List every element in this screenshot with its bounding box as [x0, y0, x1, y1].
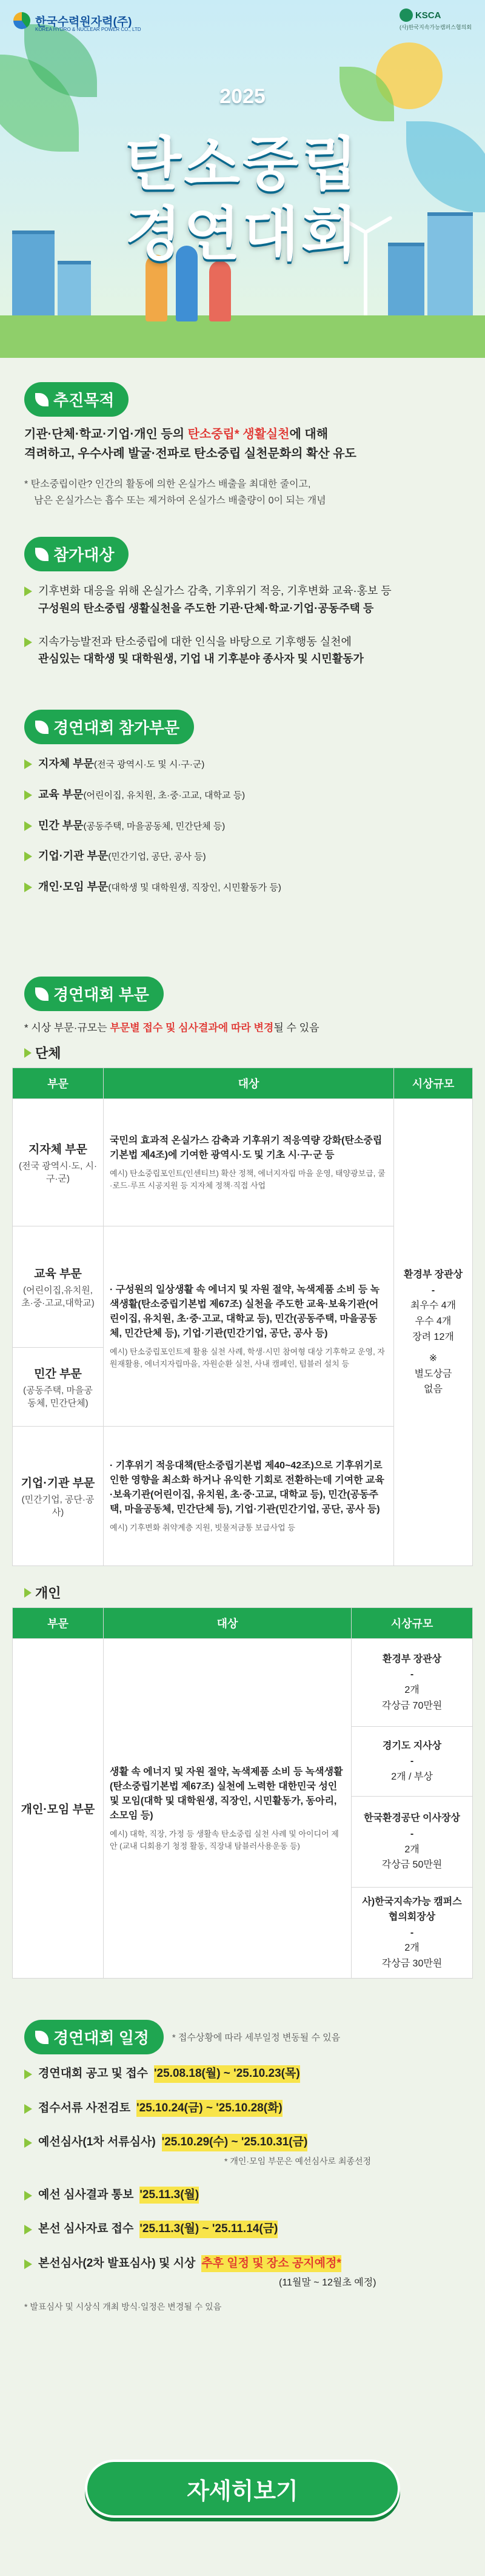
- details-button[interactable]: 자세히보기: [85, 2460, 400, 2518]
- award-cell: 사)한국지속가능 캠퍼스협의회장상 - 2개 각상금 30만원: [352, 1888, 473, 1979]
- bullet-icon: [24, 759, 32, 769]
- list-item: 기후변화 대응을 위해 온실가스 감축, 기후위기 적응, 기후변화 교육·홍보 등 구성원의 탄소중립 생활실천을 주도한 기관·단체·학교·기업·공동주택 등: [24, 582, 473, 617]
- list-item: 개인·모임 부문(대학생 및 대학원생, 직장인, 시민활동가 등): [24, 878, 473, 896]
- list-item: 지자체 부문(전국 광역시·도 및 시·구·군): [24, 755, 473, 773]
- bullet-icon: [24, 883, 32, 892]
- bullet-icon: [24, 2138, 32, 2148]
- division-cell: 기업·기관 부문 (민간기업, 공단·공사): [13, 1427, 104, 1566]
- leaf-icon: [35, 2031, 48, 2044]
- leaf-icon: [35, 393, 48, 406]
- bullet-icon: [24, 821, 32, 831]
- col-division: 부문: [13, 1068, 104, 1099]
- section-participants-heading: 참가대상: [24, 537, 129, 571]
- division-cell: 민간 부문 (공동주택, 마을공동체, 민간단체): [13, 1348, 104, 1427]
- bullet-icon: [24, 637, 32, 647]
- hero-banner: [0, 0, 485, 358]
- bullet-icon: [24, 2191, 32, 2201]
- participants-list: [24, 582, 473, 668]
- section-purpose-heading: 추진목적: [24, 382, 129, 417]
- list-item: 지속가능발전과 탄소중립에 대한 인식을 바탕으로 기후행동 실천에 관심있는 대학생 및 대학원생, 기업 내 기후분야 종사자 및 시민활동가: [24, 633, 473, 668]
- event-year: 2025: [219, 85, 266, 108]
- schedule-item: 예선심사(1차 서류심사) '25.10.29(수) ~ '25.10.31(금): [24, 2134, 473, 2151]
- logo-ksca: KSCA (사)한국지속가능캠퍼스협의회: [400, 8, 472, 31]
- col-scale: 시상규모: [352, 1608, 473, 1639]
- schedule-list: 경연대회 공고 및 접수 '25.08.18(월) ~ '25.10.23(목) 접수서류 사전검토 '25.10.24(금) ~ '25.10.28(화) 예선심사(1차 서류심사) '25.10.29(수) ~ '25.10.31(금) * 개인·모임 부문은 예선심사로 최종선정 예선 심사결과 통보 '25.11.3(월) 본선 심사자료 접수 '25.11.3(월) ~ '25.11.14(금) 본선심사(2차 발표심사) 및 시상 추후 일정 및 장소 공지예정* (11월말 ~ 12월초 예정) * 발표심사 및 시상식 개최 방식·일정은 변경될 수 있음: [24, 2065, 473, 2313]
- target-cell: 국민의 효과적 온실가스 감축과 기후위기 적응역량 강화(탄소중립기본법 제4조)에 기여한 광역시·도 및 기초 시·구·군 등 예시) 탄소중립포인트(인센티브) 확산 정책, 에너지자립 마을 운영, 태양광보급, 쿨·로드·루프 시공지원 등 지자체 정책·직접 사업: [104, 1099, 394, 1226]
- col-target: 대상: [104, 1068, 394, 1099]
- list-item: 민간 부문(공동주택, 마을공동체, 민간단체 등): [24, 817, 473, 835]
- schedule-item: 경연대회 공고 및 접수 '25.08.18(월) ~ '25.10.23(목): [24, 2065, 473, 2083]
- division-cell: 교육 부문 (어린이집,유치원, 초·중·고교,대학교): [13, 1226, 104, 1348]
- logo-khnp: 한국수력원자력(주) KOREA HYDRO & NUCLEAR POWER CO., LTD: [13, 12, 132, 29]
- bullet-icon: [24, 587, 32, 596]
- col-scale: 시상규모: [394, 1068, 473, 1099]
- categories-list: [24, 755, 473, 896]
- leaf-icon: [35, 987, 48, 1001]
- col-division: 부문: [13, 1608, 104, 1639]
- khnp-logo-icon: [13, 12, 30, 29]
- individual-subheading: 개인: [24, 1583, 61, 1602]
- page-title-line2: 경연대회: [125, 202, 360, 267]
- schedule-item: 예선 심사결과 통보 '25.11.3(월): [24, 2187, 473, 2204]
- bullet-icon: [24, 2225, 32, 2235]
- leaf-icon: [35, 721, 48, 734]
- division-cell: 개인·모임 부문: [13, 1639, 104, 1979]
- section-categories-heading: 경연대회 참가부문: [24, 710, 194, 744]
- purpose-text: 기관·단체·학교·기업·개인 등의 탄소중립* 생활실천에 대해 격려하고, 우수사례 발굴·전파로 탄소중립 실천문화의 확산 유도: [24, 428, 356, 460]
- target-cell: 생활 속 에너지 및 자원 절약, 녹색제품 소비 등 녹색생활(탄소중립기본법 제67조) 실천에 노력한 대한민국 성인 및 모임(대학 및 대학원생, 직장인, 시민활동가, 동아리, 소모임 등) 예시) 대학, 직장, 가정 등 생활속 탄소중립 실천 사례 및 아이디어 제안 (교내 디회용기 청정 활동, 직장내 탐블러사용운동 등): [104, 1639, 352, 1979]
- bullet-icon: [24, 2104, 32, 2114]
- purpose-footnote: * 탄소중립이란? 인간의 활동에 의한 온실가스 배출을 최대한 줄이고, 남은 온실가스는 흡수 또는 제거하여 온실가스 배출량이 0이 되는 개념: [24, 479, 326, 506]
- target-cell: · 기후위기 적응대책(탄소중립기본법 제40~42조)으로 기후위기로 인한 영향을 최소화 하거나 유익한 기회로 전환하는데 기여한 교육·보육기관(어린이집, 유치원, 초·중·고교, 대학교 등), 민간(공동주택, 마을공동체, 민간단체 등), 기업·기관(민간기업, 공단, 공사 등) 예시) 기후변화 취약계층 지원, 빗물저금통 보급사업 등: [104, 1427, 394, 1566]
- target-cell: · 구성원의 일상생활 속 에너지 및 자원 절약, 녹색제품 소비 등 녹색생활(탄소중립기본법 제67조) 실천을 주도한 교육·보육기관(어린이집, 유치원, 초·중·고교, 대학교 등), 민간(공동주택, 마을공동체, 민간단체 등), 기업·기관(민간기업, 공단, 공사 등) 예시) 탄소중립포인트제 활용 실천 사례, 학생·시민 참여형 대상 기후학교 운영, 자원재활용, 에너지자립마을, 자원순환 실천, 사내 캠페인, 텀블러 설치 등: [104, 1226, 394, 1427]
- individual-table-wrap: [0, 1607, 473, 1979]
- schedule-item: 본선심사(2차 발표심사) 및 시상 추후 일정 및 장소 공지예정*: [24, 2255, 473, 2273]
- leaf-icon: [35, 548, 48, 561]
- section-schedule-heading: 경연대회 일정: [24, 2020, 164, 2054]
- col-target: 대상: [104, 1608, 352, 1639]
- bullet-icon: [24, 1048, 32, 1058]
- award-cell: 한국환경공단 이사장상 - 2개 각상금 50만원: [352, 1797, 473, 1888]
- award-cell: 환경부 장관상 - 2개 각상금 70만원: [352, 1639, 473, 1727]
- divisions-note: * 시상 부문·규모는 부문별 접수 및 심사결과에 따라 변경될 수 있음: [24, 1022, 319, 1034]
- bullet-icon: [24, 852, 32, 861]
- ksca-logo-icon: [400, 8, 413, 22]
- group-table-wrap: [0, 1068, 473, 1566]
- bullet-icon: [24, 1588, 32, 1598]
- bullet-icon: [24, 790, 32, 800]
- group-subheading: 단체: [24, 1043, 61, 1062]
- table-row: [13, 1639, 473, 1727]
- list-item: 기업·기관 부문(민간기업, 공단, 공사 등): [24, 847, 473, 865]
- table-row: [13, 1099, 473, 1226]
- ground-graphic: [0, 315, 485, 358]
- bullet-icon: [24, 2070, 32, 2079]
- schedule-item: 접수서류 사전검토 '25.10.24(금) ~ '25.10.28(화): [24, 2100, 473, 2117]
- schedule-item: 본선 심사자료 접수 '25.11.3(월) ~ '25.11.14(금): [24, 2221, 473, 2238]
- schedule-heading-row: 경연대회 일정 * 접수상황에 따라 세부일정 변동될 수 있음: [24, 2020, 340, 2054]
- award-cell: 경기도 지사상 - 2개 / 부상: [352, 1727, 473, 1797]
- group-table: [12, 1068, 473, 1566]
- list-item: 교육 부문(어린이집, 유치원, 초·중·고교, 대학교 등): [24, 786, 473, 804]
- page-title-line1: 탄소중립: [125, 132, 360, 197]
- individual-table: [12, 1607, 473, 1979]
- bullet-icon: [24, 2259, 32, 2269]
- division-cell: 지자체 부문 (전국 광역시·도, 시·구·군): [13, 1099, 104, 1226]
- section-divisions-heading: 경연대회 부문: [24, 977, 164, 1011]
- scale-cell: 환경부 장관상 - 최우수 4개 우수 4개 장려 12개 ※ 별도상금 없음: [394, 1099, 473, 1566]
